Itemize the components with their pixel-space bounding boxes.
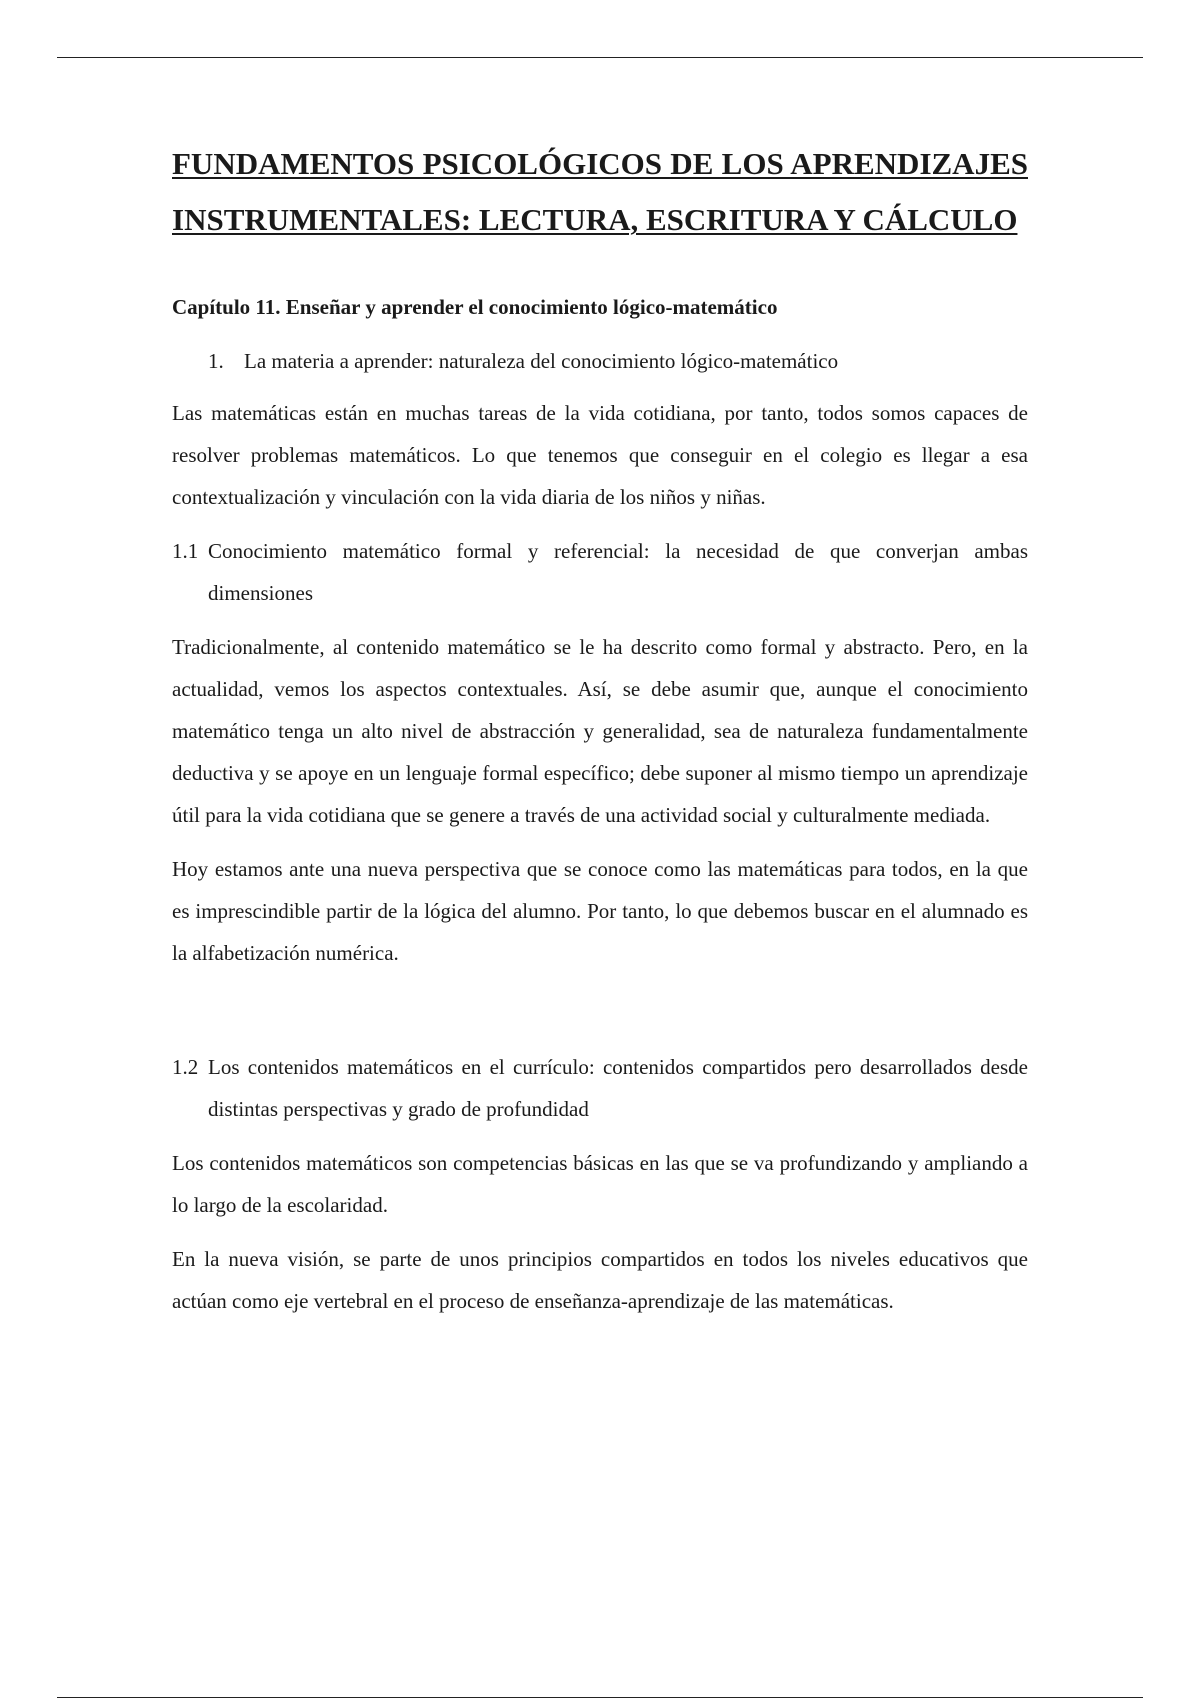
chapter-heading: Capítulo 11. Enseñar y aprender el conocimiento lógico-matemático [172,295,778,319]
paragraph-5: En la nueva visión, se parte de unos principios compartidos en todos los niveles educativos que actúan como eje vertebral en el proceso de enseñanza-aprendizaje de las matemáticas. [172,1247,1028,1313]
subsection-heading-1-1 [172,530,1028,614]
section-heading [208,346,1028,376]
top-rule [57,57,1143,58]
paragraph-2: Tradicionalmente, al contenido matemático se le ha descrito como formal y abstracto. Pero, en la actualidad, vemos los aspectos contextuales. Así, se debe asumir que, aunque el conocimiento matemático tenga un alto nivel de abstracción y generalidad, sea de naturaleza fundamentalmente deductiva y se apoye en un lenguaje formal específico; debe suponer al mismo tiempo un aprendizaje útil para la vida cotidiana que se genere a través de una actividad social y culturalmente mediada. [172,635,1028,827]
section-title: La materia a aprender: naturaleza del conocimiento lógico-matemático [244,349,839,373]
paragraph-3: Hoy estamos ante una nueva perspectiva que se conoce como las matemáticas para todos, en la que es imprescindible partir de la lógica del alumno. Por tanto, lo que debemos buscar en el alumnado es la alfabetización numérica. [172,857,1028,965]
subsection-number: 1.2 [172,1055,199,1079]
paragraph-1: Las matemáticas están en muchas tareas de la vida cotidiana, por tanto, todos somos capaces de resolver problemas matemáticos. Lo que tenemos que conseguir en el colegio es llegar a esa contextualización y vinculación con la vida diaria de los niños y niñas. [172,401,1028,509]
bottom-rule [57,1697,1143,1698]
section-number: 1. [208,349,224,373]
subsection-title: Conocimiento matemático formal y referencial: la necesidad de que converjan ambas dimensiones [208,539,1028,605]
subsection-number: 1.1 [172,539,199,563]
subsection-title: Los contenidos matemáticos en el currículo: contenidos compartidos pero desarrollados desde distintas perspectivas y grado de profundidad [208,1055,1028,1121]
document-body [172,136,1028,1322]
paragraph-4: Los contenidos matemáticos son competencias básicas en las que se va profundizando y ampliando a lo largo de la escolaridad. [172,1151,1028,1217]
document-title: FUNDAMENTOS PSICOLÓGICOS DE LOS APRENDIZAJES INSTRUMENTALES: LECTURA, ESCRITURA Y CÁLCULO [172,146,1028,237]
subsection-heading-1-2 [172,1046,1028,1130]
